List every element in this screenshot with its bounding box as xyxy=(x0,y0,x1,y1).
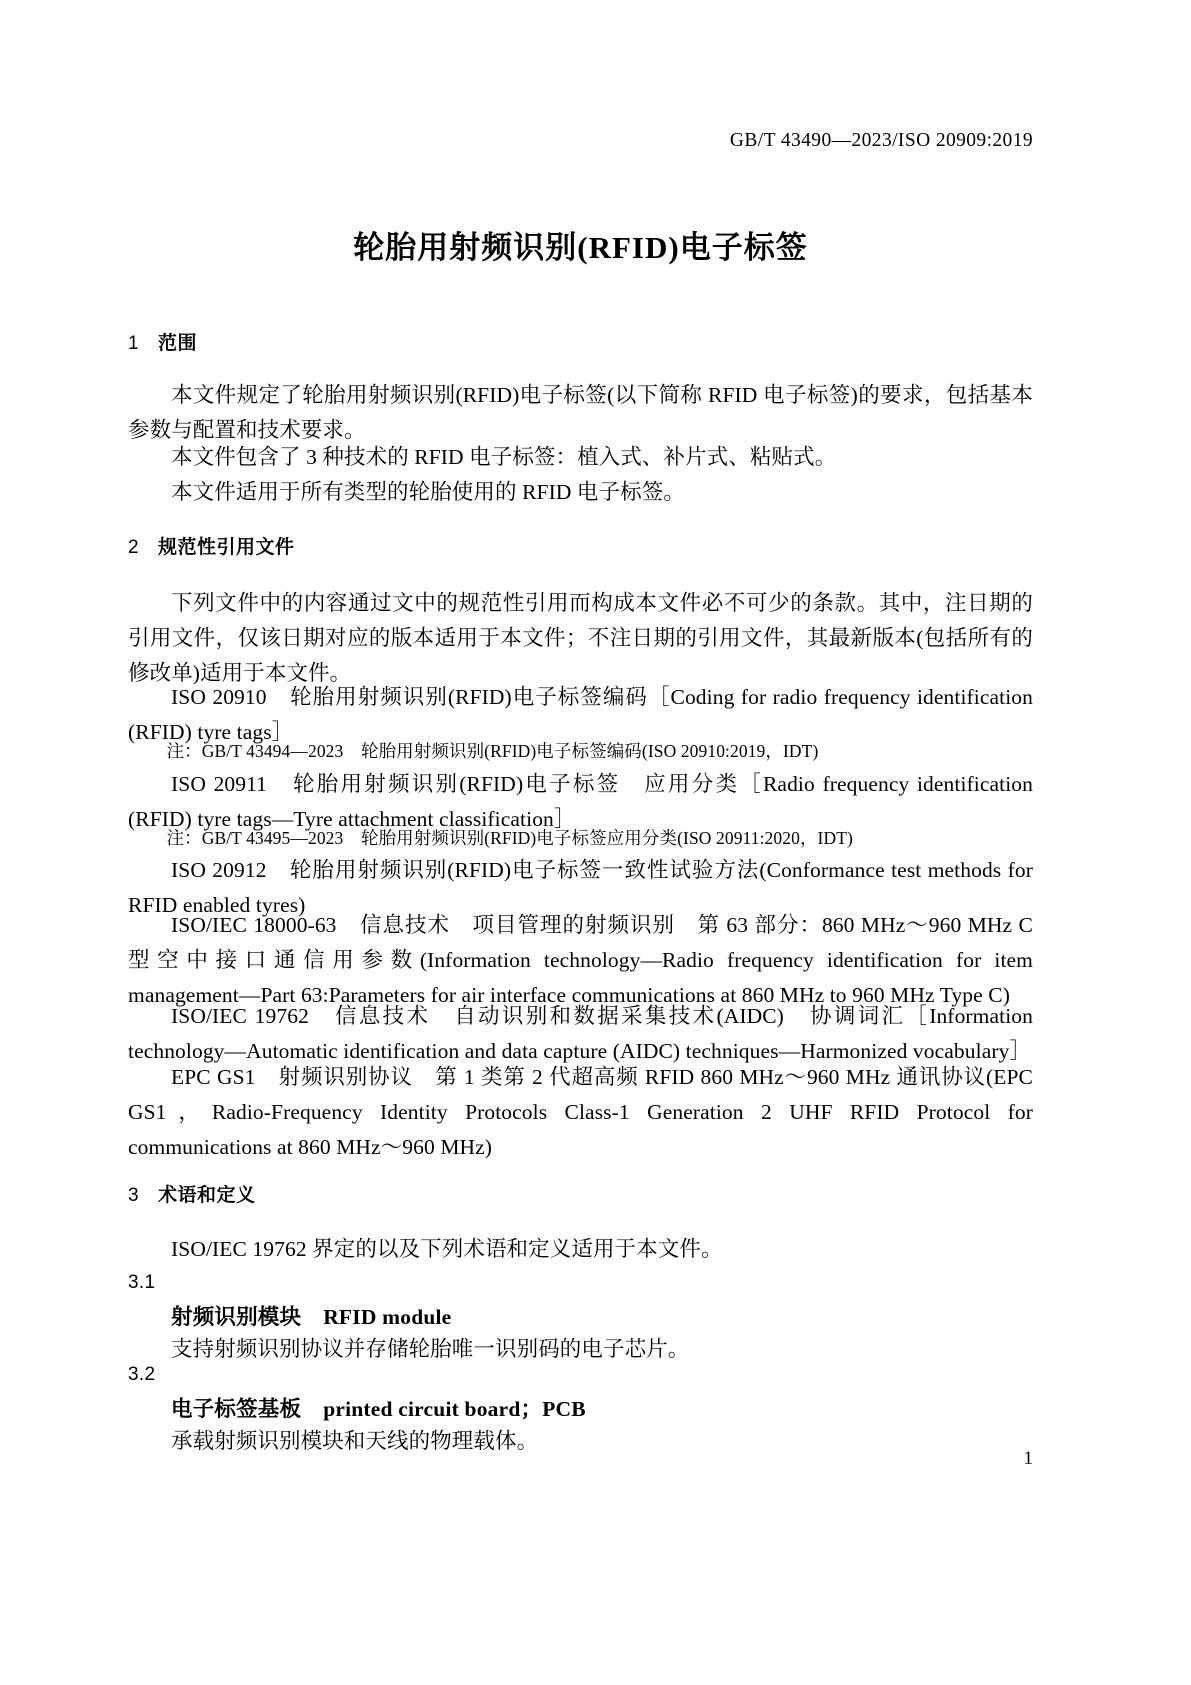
clause-heading-3 xyxy=(128,1180,256,1207)
clause-number: 1 xyxy=(128,333,140,354)
term-number-3-1: 3.1 xyxy=(128,1272,156,1293)
scope-paragraph-1: 本文件规定了轮胎用射频识别(RFID)电子标签(以下简称 RFID 电子标签)的要求，包括基本参数与配置和技术要求。 xyxy=(128,383,1033,442)
reference-entry-epc-gs1: EPC GS1 射频识别协议 第 1 类第 2 代超高频 RFID 860 MHz～960 MHz 通讯协议(EPC GS1，Radio-Frequency Identity Protocols Class-1 Generation 2 UHF RFID Protocol for communications at 860 MHz～960 MHz) xyxy=(128,1065,1033,1159)
clause-heading-1 xyxy=(128,328,197,355)
clause-title: 规范性引用文件 xyxy=(158,537,295,558)
normative-intro: 下列文件中的内容通过文中的规范性引用而构成本文件必不可少的条款。其中，注日期的引用文件，仅该日期对应的版本适用于本文件；不注日期的引用文件，其最新版本(包括所有的修改单)适用于本文件。 xyxy=(128,591,1033,685)
term-name-cn: 电子标签基板 xyxy=(171,1397,302,1421)
reference-entry-iso-20912: ISO 20912 轮胎用射频识别(RFID)电子标签一致性试验方法(Conformance test methods for RFID enabled tyres) xyxy=(128,858,1033,917)
reference-note-iso-20910: 注：GB/T 43494—2023 轮胎用射频识别(RFID)电子标签编码(ISO 20910:2019，IDT) xyxy=(166,741,819,761)
term-definition-3-2: 承载射频识别模块和天线的物理载体。 xyxy=(171,1429,539,1453)
reference-entry-iso-iec-19762: ISO/IEC 19762 信息技术 自动识别和数据采集技术(AIDC) 协调词汇［Information technology—Automatic identification and data capture (AIDC) techniques—Harmonized vocabulary］ xyxy=(128,1004,1033,1063)
term-name-3-2 xyxy=(171,1392,586,1423)
scope-paragraph-3: 本文件适用于所有类型的轮胎使用的 RFID 电子标签。 xyxy=(171,480,685,504)
clause-title: 范围 xyxy=(158,333,198,354)
page-title: 轮胎用射频识别(RFID)电子标签 xyxy=(353,230,808,265)
term-name-en: printed circuit board；PCB xyxy=(323,1397,586,1421)
reference-entry-iso-20910: ISO 20910 轮胎用射频识别(RFID)电子标签编码［Coding for radio frequency identification (RFID) tyre tags］ xyxy=(128,685,1033,744)
term-number-3-2: 3.2 xyxy=(128,1364,156,1385)
clause-number: 2 xyxy=(128,537,140,558)
term-definition-3-1: 支持射频识别协议并存储轮胎唯一识别码的电子芯片。 xyxy=(171,1337,690,1361)
term-name-en: RFID module xyxy=(323,1305,452,1329)
reference-note-iso-20911: 注：GB/T 43495—2023 轮胎用射频识别(RFID)电子标签应用分类(ISO 20911:2020，IDT) xyxy=(166,828,853,848)
term-name-cn: 射频识别模块 xyxy=(171,1305,302,1329)
clause-heading-2 xyxy=(128,532,295,559)
running-header: GB/T 43490—2023/ISO 20909:2019 xyxy=(729,130,1033,151)
term-name-3-1 xyxy=(171,1300,451,1331)
reference-entry-iso-20911: ISO 20911 轮胎用射频识别(RFID)电子标签 应用分类［Radio frequency identification (RFID) tyre tags—Tyre attachment classification］ xyxy=(128,772,1033,831)
clause-title: 术语和定义 xyxy=(158,1185,256,1206)
page-number: 1 xyxy=(1023,1448,1033,1469)
reference-entry-iso-iec-18000-63: ISO/IEC 18000-63 信息技术 项目管理的射频识别 第 63 部分：860 MHz～960 MHz C 型空中接口通信用参数(Information technology—Radio frequency identification for item management—Part 63:Parameters for air interface communications at 860 MHz to 960 MHz Type C) xyxy=(128,913,1033,1007)
scope-paragraph-2: 本文件包含了 3 种技术的 RFID 电子标签：植入式、补片式、粘贴式。 xyxy=(171,445,837,469)
clause-number: 3 xyxy=(128,1185,140,1206)
page-content xyxy=(128,0,1033,1685)
terms-intro: ISO/IEC 19762 界定的以及下列术语和定义适用于本文件。 xyxy=(171,1237,723,1261)
